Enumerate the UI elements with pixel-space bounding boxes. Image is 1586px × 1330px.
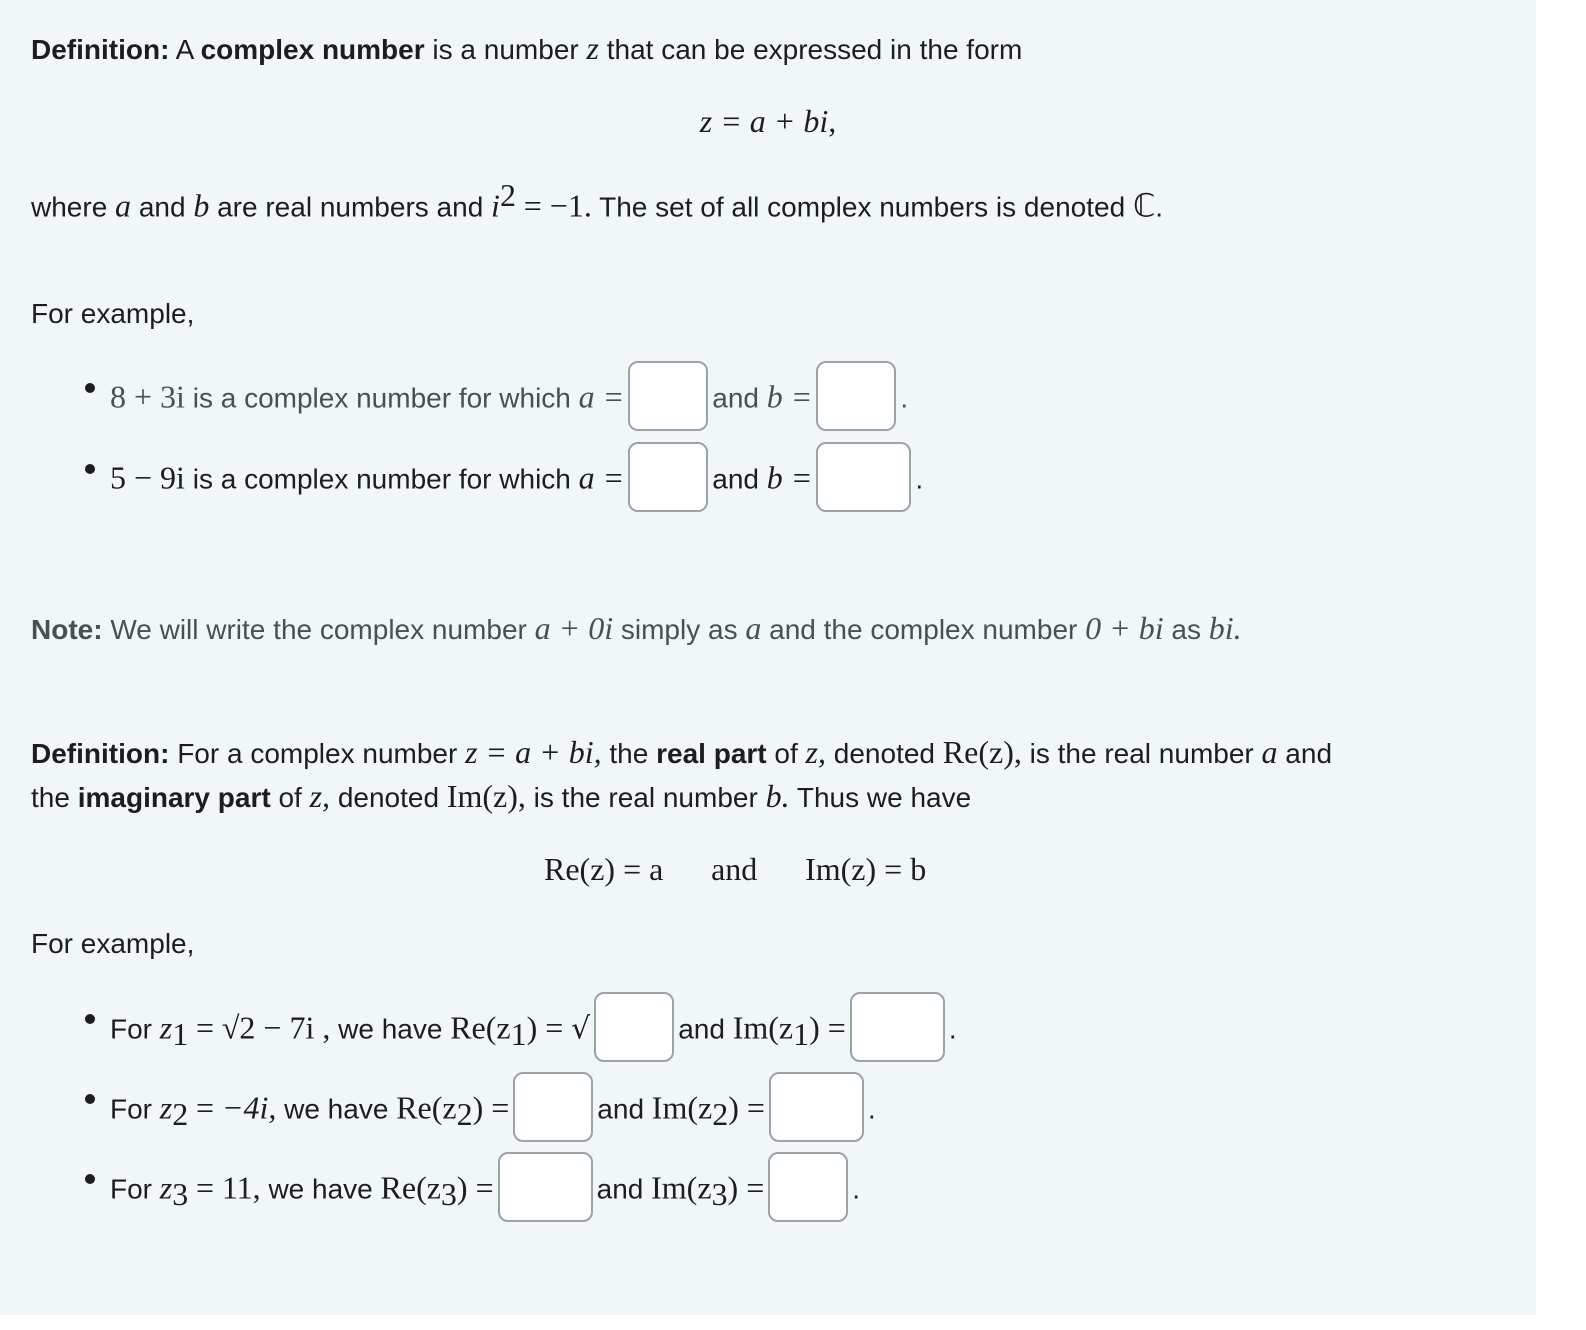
answer-input-b-1[interactable] — [816, 361, 896, 431]
answer-input-im-z1[interactable] — [850, 992, 945, 1062]
example-item-1: 8 + 3i is a complex number for which a = and b = . — [110, 365, 908, 435]
complex-form-formula: z = a + bi, — [699, 103, 837, 139]
example-z2: For $z_2 = -4i$, we have $Re(z_2)$ = and $Im(z_2)$ = . — [110, 1076, 876, 1146]
definition-real-imaginary-parts-cont: the imaginary part of z, denoted Im(z), is the real number b. Thus we have — [31, 778, 972, 814]
bullet — [85, 1094, 95, 1104]
examples-heading-2: For example, — [31, 928, 195, 959]
example-item-2: 5 − 9i is a complex number for which a = and b = . — [110, 446, 923, 516]
definition-complex-number-cont: where a and b are real numbers and $i^2 = -1$. The set of all complex numbers is denoted ℂ. — [31, 177, 1164, 224]
bullet — [85, 383, 95, 393]
definition-real-imaginary-parts: Definition: For a complex number z = a + bi, the real part of z, denoted Re(z), is the real number a and — [31, 734, 1333, 770]
examples-heading-1: For example, — [31, 298, 195, 329]
bullet — [85, 1174, 95, 1184]
answer-input-a-2[interactable] — [628, 442, 708, 512]
re-im-formula: Re(z) = a and Im(z) = b — [544, 851, 927, 887]
answer-input-re-z1[interactable] — [594, 992, 674, 1062]
answer-input-re-z2[interactable] — [513, 1072, 593, 1142]
bullet — [85, 464, 95, 474]
example-z3: For $z_3 = 11$, we have $Re(z_3)$ = and $Im(z_3)$ = . — [110, 1156, 860, 1226]
answer-input-re-z3[interactable] — [498, 1152, 593, 1222]
answer-input-im-z3[interactable] — [768, 1152, 848, 1222]
answer-input-im-z2[interactable] — [769, 1072, 864, 1142]
bullet — [85, 1014, 95, 1024]
answer-input-b-2[interactable] — [816, 442, 911, 512]
answer-input-a-1[interactable] — [628, 361, 708, 431]
sqrt-symbol: √ — [571, 1011, 591, 1047]
note: Note: We will write the complex number a + 0i simply as a and the complex number 0 + bi as bi. — [31, 610, 1242, 646]
example-z1: For $z_1 = √2 - 7i$ , we have $Re(z_1)$ = √ and $Im(z_1)$ = . — [110, 996, 957, 1066]
definition-complex-number: Definition: A complex number is a number z that can be expressed in the form — [31, 30, 1023, 66]
